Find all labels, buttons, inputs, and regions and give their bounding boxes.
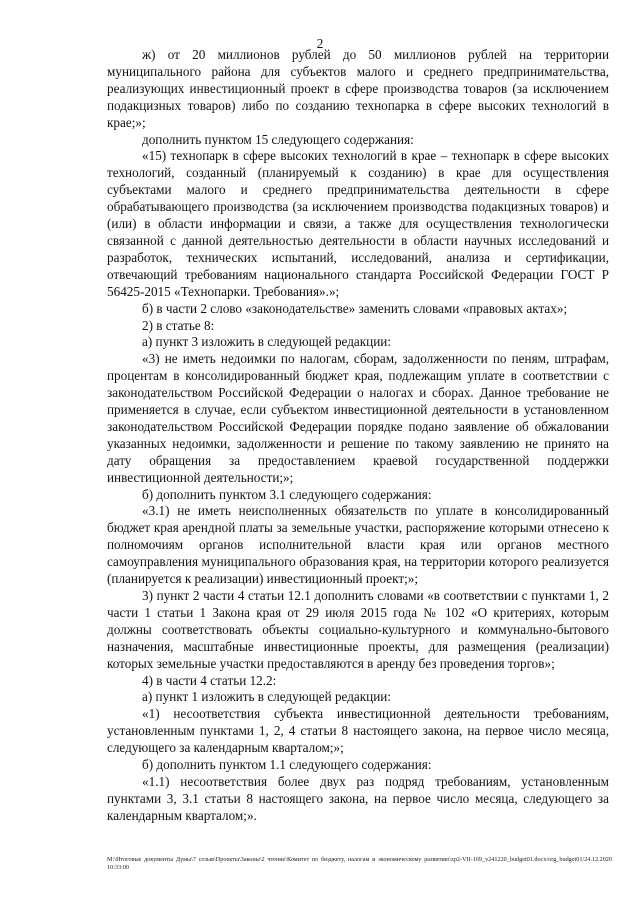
paragraph-item-zh: ж) от 20 миллионов рублей до 50 миллионов рублей на территории муниципального района для субъектов малого и среднего предпринимательства, реализующих инвестиционный проект в сфере производства товаров (за исключением подакцизных товаров) либо по созданию технопарка в сфере высоких технологий в крае;»;: [107, 47, 609, 130]
paragraph-item-1-text: «1) несоответствия субъекта инвестиционной деятельности требованиям, установленным пунктами 1, 2, 4 статьи 8 настоящего закона, на первое число месяца, следующего за календарным кварталом;»;: [107, 706, 609, 756]
paragraph-item-3-1-text: «3.1) не иметь неисполненных обязательств по уплате в консолидированный бюджет края арендной платы за земельные участки, распоряжение которыми отнесено к полномочиям органов исполнительной власти края или органов местного самоуправления муниципального образования края, на территории которого реализуется (планируется к реализации) инвестиционный проект;»;: [107, 503, 609, 587]
paragraph-part-2-replace: б) в части 2 слово «законодательстве» заменить словами «правовых актах»;: [142, 300, 568, 316]
paragraph-add-item-3-1: б) дополнить пунктом 3.1 следующего содержания:: [142, 486, 432, 502]
page-number: 2: [316, 36, 324, 51]
file-path-footer: M:\Итоговые документы Думы\7 созыв\Проекты\Законы\2 чтение\Комитет по бюджету, налогам и экономическому развитию\zp2-VII-169_v241220_budget01.docx/org_budget01/24.12.2020 10:33:00: [107, 856, 612, 871]
paragraph-item-3-text: «3) не иметь недоимки по налогам, сборам, задолженности по пеням, штрафам, процентам в консолидированный бюджет края, подлежащим уплате в соответствии с законодательством Российской Федерации о налогах и сборах. Данное требование не применяется в случае, если субъектом инвестиционной деятельности в установленном законодательством Российской Федерации порядке подано заявление об обжаловании указанных недоимки, задолженности и решение по такому заявлению не принято на дату обращения за предоставлением краевой государственной поддержки инвестиционной деятельности;»;: [107, 351, 609, 485]
paragraph-item-3-edit: а) пункт 3 изложить в следующей редакции:: [142, 334, 392, 350]
paragraph-add-item-15: дополнить пунктом 15 следующего содержания:: [142, 131, 414, 147]
paragraph-article-12-2: 4) в части 4 статьи 12.2:: [142, 672, 277, 688]
document-body: [107, 47, 609, 825]
paragraph-article-12-1: 3) пункт 2 части 4 статьи 12.1 дополнить словами «в соответствии с пунктами 1, 2 части 1 статьи 1 Закона края от 29 июля 2015 года № 102 «О критериях, которым должны соответствовать объекты социально-культурного и коммунально-бытового назначения, масштабные инвестиционные проекты, для размещения (реализации) которых земельные участки предоставляются в аренду без проведения торгов»;: [107, 588, 609, 671]
paragraph-article-8: 2) в статье 8:: [142, 317, 215, 333]
paragraph-item-15-text: «15) технопарк в сфере высоких технологий в крае – технопарк в сфере высоких технологий, созданный (планируемый к созданию) в крае для осуществления субъектами малого и среднего предпринимательства деятельности в сфере обрабатывающего производства (за исключением производства подакцизных товаров) и (или) в области информации и связи, а также для осуществления технологически связанной с данной деятельностью деятельности в области научных исследований и разработок, технических испытаний, исследований, анализа и сертификации, отвечающий требованиям национального стандарта Российской Федерации ГОСТ Р 56425-2015 «Технопарки. Требования».»;: [107, 148, 609, 299]
paragraph-item-1-edit: а) пункт 1 изложить в следующей редакции:: [142, 689, 392, 705]
paragraph-add-item-1-1: б) дополнить пунктом 1.1 следующего содержания:: [142, 757, 432, 773]
paragraph-item-1-1-text: «1.1) несоответствия более двух раз подряд требованиям, установленным пунктами 3, 3.1 статьи 8 настоящего закона, на первое число месяца, следующего за календарным кварталом;».: [107, 773, 609, 823]
